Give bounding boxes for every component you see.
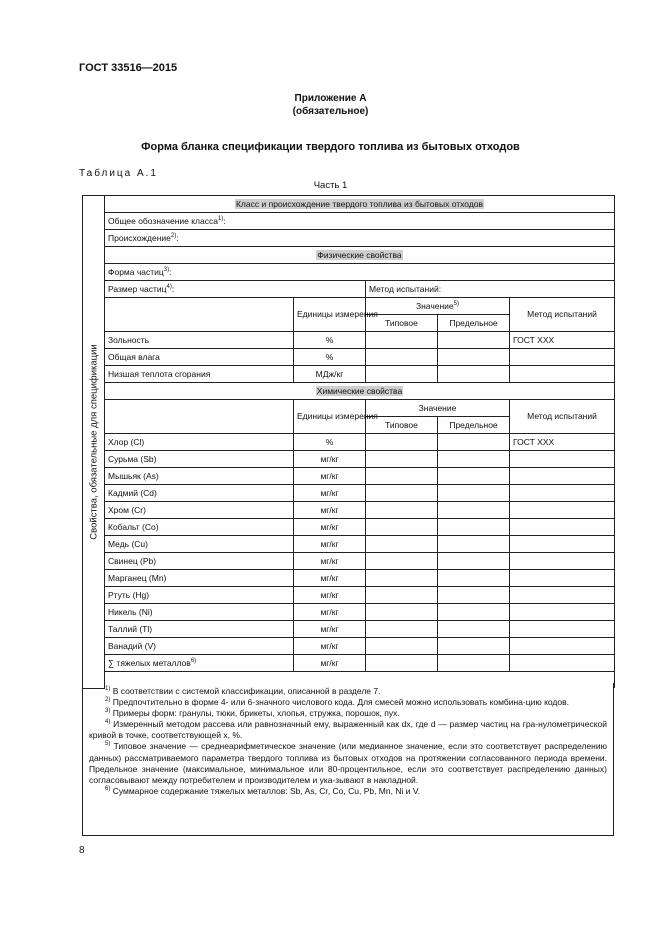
property-unit: мг/кг: [294, 536, 366, 553]
limit-value-cell: [438, 349, 510, 366]
limit-value-cell: [438, 604, 510, 621]
property-method: [510, 655, 615, 672]
footnote-mark: 2): [105, 697, 111, 704]
heavy-metals-label: тяжелых металлов: [114, 658, 191, 668]
table-row: [83, 468, 615, 485]
test-method-label: Метод испытаний:: [369, 284, 442, 294]
value-header-label: Значение: [415, 301, 454, 311]
table-row: [83, 519, 615, 536]
page-number: 8: [79, 845, 85, 856]
appendix-subtitle: (обязательное): [292, 106, 369, 117]
footnote-text: Типовое значение — среднеарифметическое значение (или медианное значение, если это соответствует распределению данных) рассматриваемого параметра твердого топлива из бытовых отходов на протяжении согласованного периода времени. Предельное значение (максимальное, минимальное или 80-процентильное, если это соответствует распределению данных) согласовывают между потребителем и производителем и ука-зывают в накладной.: [89, 741, 607, 785]
property-unit: мг/кг: [294, 553, 366, 570]
property-name: Общая влага: [105, 349, 294, 366]
property-name: Сурьма (Sb): [105, 451, 294, 468]
appendix-heading: [0, 92, 661, 118]
property-unit: МДж/кг: [294, 366, 366, 383]
typical-value-cell: [366, 349, 438, 366]
property-method: ГОСТ ХХХ: [510, 332, 615, 349]
typical-value-cell: [366, 570, 438, 587]
typical-value-cell: [366, 502, 438, 519]
footnote-mark: 3): [105, 708, 111, 715]
typical-value-cell: [366, 553, 438, 570]
property-method: [510, 638, 615, 655]
property-unit: %: [294, 434, 366, 451]
particle-size-field: Размер частиц$^{4)}$:: [105, 281, 366, 298]
property-name: Свинец (Pb): [105, 553, 294, 570]
table-row: [83, 366, 615, 383]
property-method: [510, 485, 615, 502]
footnote-ref: 3): [163, 267, 170, 273]
method-header: Метод испытаний: [510, 298, 615, 332]
footnote-ref: 5): [453, 301, 460, 307]
property-name: Мышьяк (As): [105, 468, 294, 485]
section-class-origin-label: Класс и происхождение твердого топлива из бытовых отходов: [235, 199, 484, 209]
footnotes-block: [82, 683, 614, 836]
property-method: [510, 366, 615, 383]
typical-value-cell: [366, 587, 438, 604]
particle-form-label: Форма частиц: [108, 267, 164, 277]
footnote-text: Примеры форм: гранулы, тюки, брикеты, хлопья, стружка, порошок, пух.: [110, 708, 400, 719]
general-class-label: Общее обозначение класса: [108, 216, 218, 226]
part-label: Часть 1: [313, 180, 348, 191]
footnote-1: [89, 686, 607, 697]
units-header: Единицы измерения: [294, 400, 366, 434]
property-name: Низшая теплота сгорания: [105, 366, 294, 383]
limit-value-cell: [438, 468, 510, 485]
table-row: [83, 502, 615, 519]
table-row: [83, 638, 615, 655]
property-name: Медь (Cu): [105, 536, 294, 553]
limit-value-cell: [438, 655, 510, 672]
table-row: [83, 553, 615, 570]
footnote-ref: 4): [166, 284, 172, 290]
property-method: [510, 349, 615, 366]
property-name: Кобальт (Co): [105, 519, 294, 536]
typical-value-cell: [366, 434, 438, 451]
origin-field: Происхождение$^{2)}$:: [105, 230, 615, 247]
footnote-3: [89, 708, 607, 719]
section-physical: [105, 247, 615, 264]
property-method: [510, 553, 615, 570]
typical-value-cell: [366, 638, 438, 655]
limit-value-cell: [438, 570, 510, 587]
limit-header: Предельное: [438, 417, 510, 434]
footnote-ref: 1): [217, 216, 224, 222]
value-header: [366, 298, 510, 315]
table-row: [83, 349, 615, 366]
limit-value-cell: [438, 434, 510, 451]
table-row: [83, 434, 615, 451]
typical-value-cell: [366, 519, 438, 536]
typical-value-cell: [366, 366, 438, 383]
limit-value-cell: [438, 366, 510, 383]
property-name: Никель (Ni): [105, 604, 294, 621]
property-method: [510, 502, 615, 519]
appendix-title: Приложение А: [294, 93, 367, 104]
typical-value-cell: [366, 536, 438, 553]
table-label: Таблица А.1: [79, 168, 158, 179]
particle-size-label: Размер частиц: [108, 284, 167, 294]
section-chemical: [105, 383, 615, 400]
table-row: [83, 451, 615, 468]
property-method: [510, 519, 615, 536]
general-class-field: Общее обозначение класса$^{1)}$:: [105, 213, 615, 230]
side-label-cell: [83, 196, 105, 689]
footnote-ref: 6): [190, 658, 197, 664]
property-method: [510, 587, 615, 604]
typical-header: Типовое: [366, 315, 438, 332]
method-header: Метод испытаний: [510, 400, 615, 434]
specification-table: [82, 195, 615, 689]
property-name: Зольность: [105, 332, 294, 349]
empty-header-cell: [105, 298, 294, 332]
limit-value-cell: [438, 502, 510, 519]
property-method: [510, 604, 615, 621]
property-unit: мг/кг: [294, 638, 366, 655]
units-header: Единицы измерения: [294, 298, 366, 332]
origin-label: Происхождение: [108, 233, 171, 243]
footnote-mark: 5): [105, 741, 111, 748]
section-physical-label: Физические свойства: [317, 250, 402, 260]
heavy-metals-name: [105, 655, 294, 672]
property-unit: мг/кг: [294, 519, 366, 536]
limit-value-cell: [438, 332, 510, 349]
property-name: Хлор (Cl): [105, 434, 294, 451]
property-unit: мг/кг: [294, 655, 366, 672]
limit-header: Предельное: [438, 315, 510, 332]
limit-value-cell: [438, 519, 510, 536]
footnote-mark: 6): [105, 785, 111, 792]
property-unit: мг/кг: [294, 604, 366, 621]
section-class-origin: [105, 196, 615, 213]
limit-value-cell: [438, 621, 510, 638]
property-unit: мг/кг: [294, 451, 366, 468]
table-row: [83, 587, 615, 604]
typical-value-cell: [366, 655, 438, 672]
side-label: Свойства, обязательные для спецификации: [88, 344, 99, 540]
table-row: [83, 621, 615, 638]
typical-value-cell: [366, 604, 438, 621]
table-row: [83, 655, 615, 672]
property-name: Ванадий (V): [105, 638, 294, 655]
footnote-2: [89, 697, 607, 708]
typical-header: Типовое: [366, 417, 438, 434]
property-unit: %: [294, 332, 366, 349]
footnote-text: В соответствии с системой классификации, описанной в разделе 7.: [110, 686, 381, 696]
empty-header-cell: [105, 400, 294, 434]
form-title: Форма бланка спецификации твердого топлива из бытовых отходов: [141, 141, 520, 153]
property-method: ГОСТ ХХХ: [510, 434, 615, 451]
particle-size-method-field: [366, 281, 615, 298]
footnote-6: [89, 786, 607, 797]
limit-value-cell: [438, 638, 510, 655]
table-row: [83, 604, 615, 621]
typical-value-cell: [366, 621, 438, 638]
property-name: Таллий (Tl): [105, 621, 294, 638]
property-method: [510, 468, 615, 485]
property-method: [510, 536, 615, 553]
typical-value-cell: [366, 451, 438, 468]
property-method: [510, 570, 615, 587]
particle-form-field: Форма частиц$^{3)}$:: [105, 264, 615, 281]
table-row: [83, 485, 615, 502]
table-row: [83, 570, 615, 587]
property-name: Марганец (Mn): [105, 570, 294, 587]
footnote-text: Измеренный методом рассева или равнозначный ему, выраженный как dx, где d — размер частиц на гра-нулометрической кривой в точке, соответствующей x, %.: [89, 719, 607, 741]
property-unit: мг/кг: [294, 485, 366, 502]
typical-value-cell: [366, 332, 438, 349]
value-header: Значение: [366, 400, 510, 417]
typical-value-cell: [366, 485, 438, 502]
section-chemical-label: Химические свойства: [316, 386, 403, 396]
property-unit: мг/кг: [294, 502, 366, 519]
property-unit: мг/кг: [294, 468, 366, 485]
property-unit: %: [294, 349, 366, 366]
limit-value-cell: [438, 553, 510, 570]
property-method: [510, 621, 615, 638]
sum-symbol: ∑: [108, 658, 115, 668]
property-name: Хром (Cr): [105, 502, 294, 519]
limit-value-cell: [438, 536, 510, 553]
property-name: Кадмий (Cd): [105, 485, 294, 502]
property-unit: мг/кг: [294, 587, 366, 604]
footnote-4: [89, 719, 607, 741]
limit-value-cell: [438, 587, 510, 604]
typical-value-cell: [366, 468, 438, 485]
specification-table-body: [83, 196, 615, 689]
property-method: [510, 451, 615, 468]
footnote-text: Суммарное содержание тяжелых металлов: Sb, As, Cr, Co, Cu, Pb, Mn, Ni и V.: [110, 785, 421, 796]
limit-value-cell: [438, 451, 510, 468]
property-name: Ртуть (Hg): [105, 587, 294, 604]
footnote-mark: 1): [105, 686, 111, 692]
footnote-5: [89, 741, 607, 785]
footnote-mark: 4): [105, 719, 111, 726]
limit-value-cell: [438, 485, 510, 502]
table-row: [83, 332, 615, 349]
document-code: ГОСТ 33516—2015: [79, 62, 178, 74]
property-unit: мг/кг: [294, 621, 366, 638]
table-row: [83, 536, 615, 553]
footnote-text: Предпочтительно в форме 4- или 6-значного числового кода. Для смесей можно использовать комбина-цию кодов.: [110, 697, 569, 708]
property-unit: мг/кг: [294, 570, 366, 587]
footnote-ref: 2): [170, 233, 177, 239]
